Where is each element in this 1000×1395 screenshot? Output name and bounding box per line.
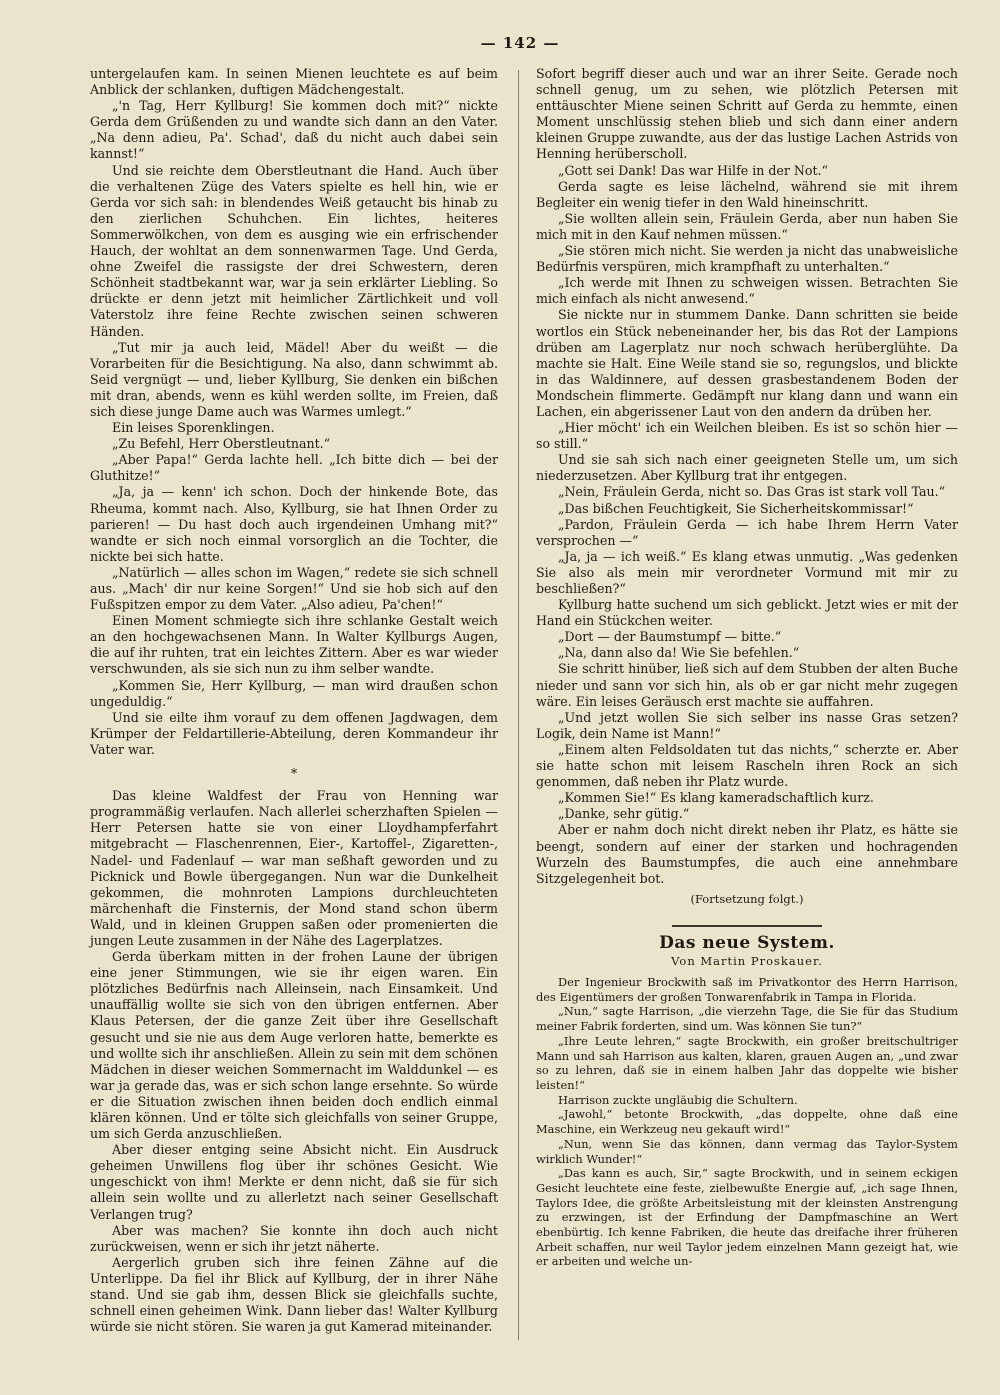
- paragraph: „Na, dann also da! Wie Sie befehlen.“: [558, 645, 800, 661]
- paragraph: Sie schritt hinüber, ließ sich auf dem Stubben der alten Buche nieder und sann vor sich hin, als ob er gar nicht mehr zugegen wäre. Ein leises Geräusch erst machte sie auffahren.: [536, 661, 958, 709]
- paragraph: Aber er nahm doch nicht direkt neben ihr Platz, es hätte sie beengt, sondern auf einer der starken und hochragenden Wurzeln des Baumstumpfes, die auch eine annehmbare Sitzgelegenheit bot.: [536, 822, 958, 886]
- paragraph: Kyllburg hatte suchend um sich geblickt. Jetzt wies er mit der Hand ein Stückchen weiter.: [536, 597, 958, 629]
- paragraph: „Sie wollten allein sein, Fräulein Gerda, aber nun haben Sie mich mit in den Kauf nehmen müssen.“: [536, 210, 958, 242]
- paragraph: „Gott sei Dank! Das war Hilfe in der Not.“: [558, 162, 828, 178]
- right-column: [536, 66, 958, 1269]
- paragraph: Und sie sah sich nach einer geeigneten Stelle um, um sich niederzusetzen. Aber Kyllburg trat ihr entgegen.: [536, 452, 958, 484]
- paragraph: „Das bißchen Feuchtigkeit, Sie Sicherheitskommissar!“: [558, 500, 914, 516]
- story-title: Das neue System.: [659, 932, 835, 953]
- paragraph: Aber was machen? Sie konnte ihn doch auch nicht zurückweisen, wenn er sich ihr jetzt näherte.: [90, 1222, 498, 1254]
- paragraph: „Hier möcht' ich ein Weilchen bleiben. Es ist so schön hier — so still.“: [536, 420, 958, 452]
- paragraph: „Das kann es auch, Sir,“ sagte Brockwith, und in seinem eckigen Gesicht leuchtete eine feste, zielbewußte Energie auf, „ich sage Ihnen, Taylors Idee, die größte Arbeitsleistung mit der kleinsten Anstrengung zu erzwingen, ist der Erfindung der Dampfmaschine an Wert ebenbürtig. Ich kenne Fabriken, die heute das dreifache ihrer früheren Arbeit schaffen, nur weil Taylor jedem einzelnen Mann gezeigt hat, wie er arbeiten und welche un-: [536, 1166, 958, 1269]
- page-number: — 142 —: [480, 34, 560, 52]
- paragraph: „Tut mir ja auch leid, Mädel! Aber du weißt — die Vorarbeiten für die Besichtigung. Na also, dann schwimmt ab. Seid vergnügt — und, lieber Kyllburg, Sie denken ein bißchen mit dran, abends, wenn es kühl werden sollte, im Freien, daß sich diese junge Dame auch was Warmes umlegt.“: [90, 339, 498, 419]
- paragraph: „Danke, sehr gütig.“: [558, 806, 690, 822]
- paragraph: „Sie stören mich nicht. Sie werden ja nicht das unabweisliche Bedürfnis verspüren, mich krampfhaft zu unterhalten.“: [536, 243, 958, 275]
- paragraph: „Und jetzt wollen Sie sich selber ins nasse Gras setzen? Logik, dein Name ist Mann!“: [536, 709, 958, 741]
- paragraph: „Jawohl,“ betonte Brockwith, „das doppelte, ohne daß eine Maschine, ein Werkzeug neu gekauft wird!“: [536, 1107, 958, 1137]
- paragraph: „'n Tag, Herr Kyllburg! Sie kommen doch mit?“ nickte Gerda dem Grüßenden zu und wandte sich dann an den Vater. „Na denn adieu, Pa'. Schad', daß du nicht auch dabei sein kannst!“: [90, 98, 498, 162]
- paragraph: Das kleine Waldfest der Frau von Henning war programmäßig verlaufen. Nach allerlei scherzhaften Spielen — Herr Petersen hatte sie von einer Lloydhampferfahrt mitgebracht — Flaschenrennen, Eier-, Kartoffel-, Zigaretten-, Nadel- und Fadenlauf — war man seßhaft geworden und zu Picknick und Bowle übergegangen. Nun war die Dunkelheit gekommen, die mohnroten Lampions durchleuchteten märchenhaft die Finsternis, der Mond stand schon überm Wald, und in kleinen Gruppen saßen oder promenierten die jungen Leute zusammen in der Nähe des Lagerplatzes.: [90, 788, 498, 948]
- paragraph: „Nun,“ sagte Harrison, „die vierzehn Tage, die Sie für das Studium meiner Fabrik forderten, sind um. Was können Sie tun?“: [536, 1004, 958, 1034]
- paragraph: untergelaufen kam. In seinen Mienen leuchtete es auf beim Anblick der schlanken, duftigen Mädchengestalt.: [90, 66, 498, 98]
- paragraph: „Kommen Sie!“ Es klang kameradschaftlich kurz.: [558, 790, 874, 806]
- paragraph: „Zu Befehl, Herr Oberstleutnant.“: [112, 436, 331, 452]
- paragraph: „Kommen Sie, Herr Kyllburg, — man wird draußen schon ungeduldig.“: [90, 677, 498, 709]
- paragraph: Der Ingenieur Brockwith saß im Privatkontor des Herrn Harrison, des Eigentümers der großen Tonwarenfabrik in Tampa in Florida.: [536, 975, 958, 1004]
- paragraph: „Einem alten Feldsoldaten tut das nichts,“ scherzte er. Aber sie hatte schon mit leisem Rascheln ihren Rock an sich genommen, daß neben ihr Platz wurde.: [536, 741, 958, 790]
- paragraph: „Ich werde mit Ihnen zu schweigen wissen. Betrachten Sie mich einfach als nicht anwesend.“: [536, 275, 958, 307]
- continued-note: (Fortsetzung folgt.): [690, 891, 804, 906]
- paragraph: „Pardon, Fräulein Gerda — ich habe Ihrem Herrn Vater versprochen —“: [536, 516, 958, 548]
- paragraph: Sofort begriff dieser auch und war an ihrer Seite. Gerade noch schnell genug, um zu sehen, wie plötzlich Petersen mit enttäuschter Miene seinen Schritt auf Gerda zu hemmte, einen Moment unschlüssig stehen blieb und sich dann einer andern kleinen Gruppe zuwandte, aus der das lustige Lachen Astrids von Henning herüberscholl.: [536, 66, 958, 162]
- paragraph: Sie nickte nur in stummem Danke. Dann schritten sie beide wortlos ein Stück nebeneinander her, bis das Rot der Lampions drüben am Lagerplatz nur noch schwach herüberglühte. Da machte sie Halt. Eine Weile stand sie so, regungslos, und blickte in das Waldinnere, auf dessen grasbestandenem Boden der Mondschein flimmerte. Gedämpft nur klang dann und wann ein Lachen, ein abgerissener Laut von den andern da drüben her.: [536, 307, 958, 419]
- story-author: Von Martin Proskauer.: [671, 953, 823, 968]
- paragraph: „Ja, ja — ich weiß.“ Es klang etwas unmutig. „Was gedenken Sie also als mein mir verordneter Vormund mit mir zu beschließen?“: [536, 548, 958, 596]
- section-separator: *: [290, 766, 298, 782]
- paragraph: „Ihre Leute lehren,“ sagte Brockwith, ein großer breitschultriger Mann und sah Harrison aus kalten, klaren, grauen Augen an, „und zwar so zu lehren, daß sie in einem halben Jahr das doppelte wie bisher leisten!“: [536, 1033, 958, 1092]
- paragraph: Aber dieser entging seine Absicht nicht. Ein Ausdruck geheimen Unwillens flog über ihr schönes Gesicht. Wie ungeschickt von ihm! Merkte er denn nicht, daß sie für sich allein sein wollte und zu allerletzt nach seiner Gesellschaft Verlangen trug?: [90, 1142, 498, 1222]
- paragraph: „Ja, ja — kenn' ich schon. Doch der hinkende Bote, das Rheuma, kommt nach. Also, Kyllburg, sie hat Ihnen Order zu parieren! — Du hast doch auch irgendeinen Umhang mit?“ wandte er sich noch einmal vorsorglich an die Tochter, die nickte bei sich hatte.: [90, 484, 498, 564]
- paragraph: Gerda überkam mitten in der frohen Laune der übrigen eine jener Stimmungen, wie sie ihr eigen waren. Ein plötzliches Bedürfnis nach Alleinsein, nach Einsamkeit. Und unauffällig wollte sie sich von den übrigen entfernen. Aber Klaus Petersen, der die ganze Zeit über ihre Gesellschaft gesucht und sie nie aus dem Auge verloren hatte, bemerkte es und wollte sich ihr anschließen. Allein zu sein mit dem schönen Mädchen in dieser weichen Sommernacht im Walddunkel — es war ja gerade das, was er sich schon lange ersehnte. So würde er die Situation zwischen ihnen beiden doch endlich einmal klären können. Und er tölte sich gleichfalls von seiner Gruppe, um sich Gerda anzuschließen.: [90, 949, 498, 1142]
- paragraph: „Dort — der Baumstumpf — bitte.“: [558, 629, 782, 645]
- paragraph: Aergerlich gruben sich ihre feinen Zähne auf die Unterlippe. Da fiel ihr Blick auf Kyllburg, der in ihrer Nähe stand. Und sie gab ihm, dessen Blick sie gleichfalls suchte, schnell einen geheimen Wink. Dann lieber das! Walter Kyllburg würde sie nicht stören. Sie waren ja gut Kamerad miteinander.: [90, 1254, 498, 1335]
- section-rule: [672, 925, 822, 927]
- paragraph: Einen Moment schmiegte sich ihre schlanke Gestalt weich an den hochgewachsenen Mann. In Walter Kyllburgs Augen, die auf ihr ruhten, trat ein leichtes Zittern. Aber es war wieder verschwunden, als sie sich nun zu ihm selber wandte.: [90, 613, 498, 677]
- paragraph: „Natürlich — alles schon im Wagen,“ redete sie sich schnell aus. „Mach' dir nur keine Sorgen!“ Und sie hob sich auf den Fußspitzen empor zu dem Vater. „Also adieu, Pa'chen!“: [90, 564, 498, 613]
- column-divider: [518, 70, 519, 1340]
- paragraph: Und sie reichte dem Oberstleutnant die Hand. Auch über die verhaltenen Züge des Vaters spielte es hell hin, wie er Gerda vor sich sah: in blendendes Weiß getaucht bis hinab zu den zierlichen Schuhchen. Ein lichtes, heiteres Sommerwölkchen, von dem es ausging wie ein erfrischender Hauch, der wohltat an dem sonnenwarmen Tage. Und Gerda, ohne Zweifel die rassigste der drei Schwestern, deren Schönheit stadtbekannt war, war ja sein erklärter Liebling. So drückte er denn jetzt mit heimlicher Zärtlichkeit und voll Vaterstolz ihre feine Rechte zwischen seinen schweren Händen.: [90, 162, 498, 339]
- paragraph: Gerda sagte es leise lächelnd, während sie mit ihrem Begleiter ein wenig tiefer in den Wald hineinschritt.: [536, 178, 958, 210]
- story-body: [536, 975, 958, 1269]
- paragraph: „Aber Papa!“ Gerda lachte hell. „Ich bitte dich — bei der Gluthitze!“: [90, 452, 498, 484]
- paragraph: Harrison zuckte ungläubig die Schultern.: [558, 1092, 798, 1107]
- paragraph: Ein leises Sporenklingen.: [112, 420, 275, 436]
- paragraph: „Nein, Fräulein Gerda, nicht so. Das Gras ist stark voll Tau.“: [558, 484, 946, 500]
- paragraph: Und sie eilte ihm vorauf zu dem offenen Jagdwagen, dem Krümper der Feldartillerie-Abteilung, deren Kommandeur ihr Vater war.: [90, 709, 498, 757]
- paragraph: „Nun, wenn Sie das können, dann vermag das Taylor-System wirklich Wunder!“: [536, 1136, 958, 1166]
- left-column: [90, 66, 498, 1335]
